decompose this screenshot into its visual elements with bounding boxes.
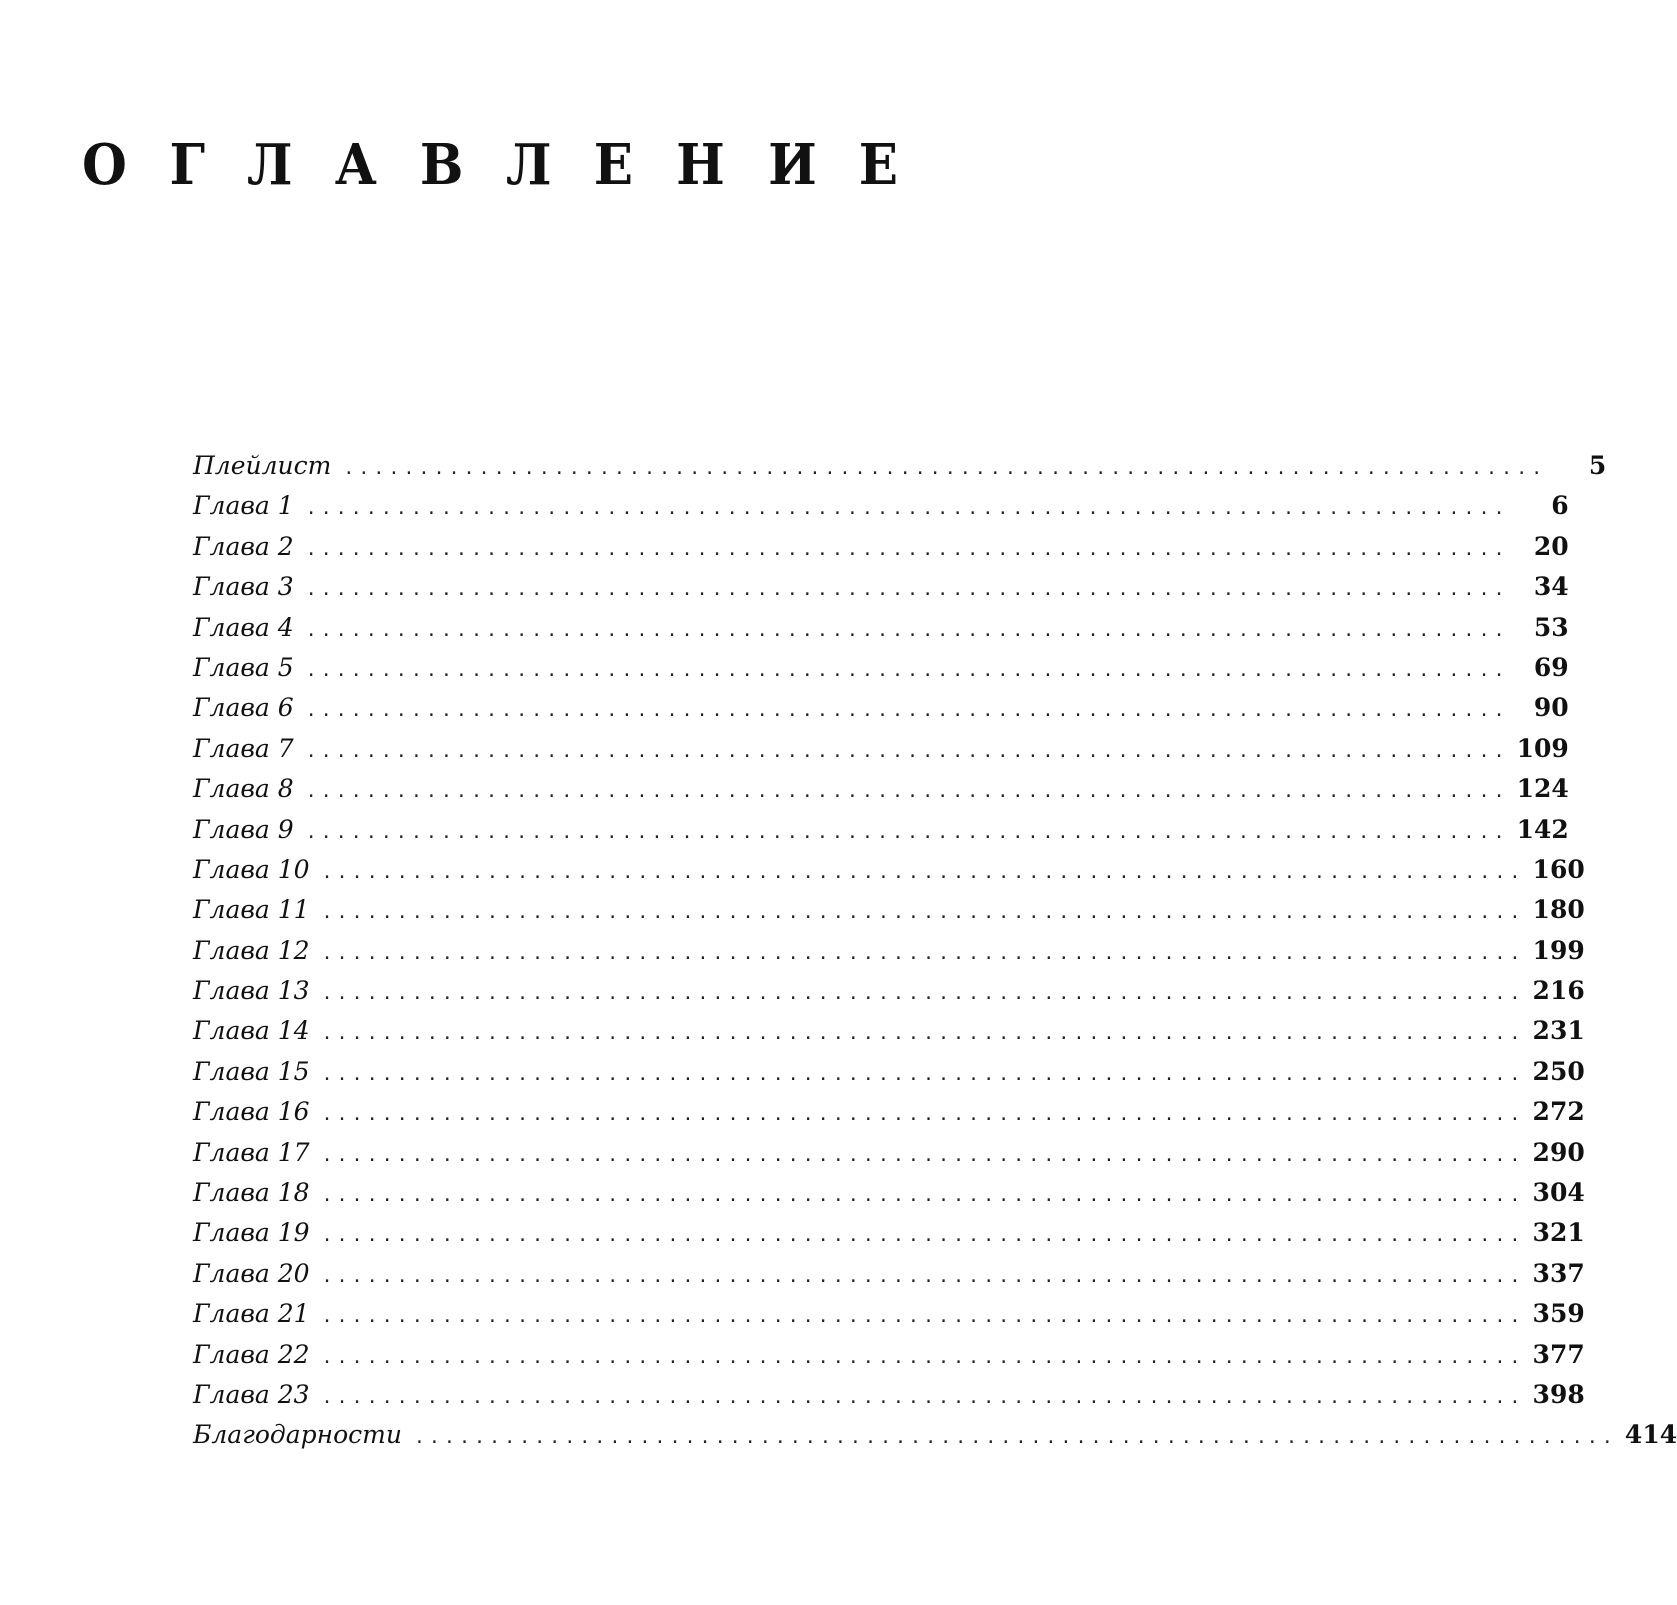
toc-entry[interactable]	[193, 688, 1569, 728]
toc-entry-label: Глава 14	[193, 1016, 310, 1046]
toc-entry-label: Глава 5	[193, 652, 294, 682]
toc-entry-page-number: 124	[1516, 774, 1569, 804]
toc-entry-page-number: 414	[1624, 1420, 1677, 1450]
toc-leader-dots: ................................................................................	[321, 1104, 1525, 1126]
page-title	[80, 125, 900, 205]
toc-leader-dots: ................................................................................	[321, 902, 1525, 924]
toc-entry-page-number: 290	[1532, 1137, 1585, 1167]
toc-entry[interactable]	[193, 1011, 1585, 1051]
toc-entry-label: Глава 20	[193, 1258, 310, 1288]
toc-entry-page-number: 398	[1532, 1379, 1585, 1409]
toc-entry[interactable]	[193, 810, 1569, 850]
toc-entry-page-number: 321	[1532, 1218, 1585, 1248]
toc-entry[interactable]	[193, 1415, 1677, 1455]
toc-entry-page-number: 337	[1532, 1258, 1585, 1288]
toc-entry-page-number: 90	[1533, 693, 1569, 723]
toc-entry-page-number: 69	[1533, 652, 1569, 682]
toc-entry[interactable]	[193, 1133, 1585, 1173]
toc-entry-label: Глава 15	[193, 1056, 310, 1086]
toc-entry-label: Глава 12	[193, 935, 310, 965]
toc-entry[interactable]	[193, 1092, 1585, 1132]
toc-entry[interactable]	[193, 486, 1569, 526]
toc-entry-page-number: 272	[1532, 1097, 1585, 1127]
toc-entry[interactable]	[193, 1254, 1585, 1294]
toc-entry-page-number: 142	[1516, 814, 1569, 844]
toc-entry-label: Глава 16	[193, 1097, 310, 1127]
toc-entry[interactable]	[193, 1375, 1585, 1415]
toc-entry-label: Глава 10	[193, 854, 310, 884]
toc-entry-page-number: 34	[1533, 572, 1569, 602]
page-title-letter: Г	[169, 132, 205, 198]
toc-leader-dots: ................................................................................	[321, 1063, 1525, 1085]
toc-leader-dots: ................................................................................	[321, 1265, 1525, 1287]
toc-leader-dots: ................................................................................	[321, 942, 1525, 964]
toc-leader-dots: ................................................................................	[321, 861, 1525, 883]
toc-leader-dots: ................................................................................	[305, 659, 1509, 681]
toc-entry-page-number: 231	[1532, 1016, 1585, 1046]
toc-entry-page-number: 6	[1551, 491, 1569, 521]
table-of-contents	[193, 446, 1677, 1456]
toc-leader-dots: ................................................................................	[305, 740, 1509, 762]
toc-entry[interactable]	[193, 1294, 1585, 1334]
toc-entry-label: Глава 21	[193, 1299, 310, 1329]
toc-entry-label: Благодарности	[193, 1420, 402, 1450]
toc-entry-page-number: 109	[1516, 733, 1569, 763]
toc-entry-label: Плейлист	[193, 451, 332, 480]
toc-entry[interactable]	[193, 850, 1585, 890]
toc-entry-label: Глава 17	[193, 1137, 310, 1167]
page-title-letter: Л	[505, 132, 552, 198]
toc-leader-dots: ................................................................................	[321, 983, 1525, 1005]
toc-entry-page-number: 5	[1588, 451, 1607, 480]
toc-entry-label: Глава 1	[193, 491, 294, 521]
toc-entry-label: Глава 3	[193, 572, 294, 602]
toc-leader-dots: ................................................................................	[321, 1144, 1525, 1166]
page-title-letter: В	[419, 132, 464, 198]
toc-entry-label: Глава 19	[193, 1218, 310, 1248]
toc-leader-dots: ................................................................................	[413, 1427, 1617, 1449]
toc-leader-dots: ................................................................................	[321, 1225, 1525, 1247]
toc-leader-dots: ................................................................................	[305, 781, 1509, 803]
toc-entry-label: Глава 13	[193, 976, 310, 1006]
toc-entry-label: Глава 18	[193, 1178, 310, 1208]
toc-entry[interactable]	[193, 971, 1585, 1011]
toc-entry-label: Глава 9	[193, 814, 294, 844]
toc-entry-label: Глава 8	[193, 774, 294, 804]
toc-entry-page-number: 199	[1532, 935, 1585, 965]
toc-entry-page-number: 160	[1532, 854, 1585, 884]
toc-entry-page-number: 304	[1532, 1178, 1585, 1208]
page-title-letter: Е	[859, 132, 899, 198]
toc-leader-dots: ................................................................................	[305, 619, 1509, 641]
toc-leader-dots: ................................................................................	[305, 579, 1509, 601]
toc-leader-dots: ................................................................................	[305, 538, 1509, 560]
toc-leader-dots: ................................................................................	[343, 458, 1547, 479]
toc-entry-label: Глава 6	[193, 693, 294, 723]
toc-entry[interactable]	[193, 769, 1569, 809]
page-title-letter: О	[81, 132, 127, 198]
toc-entry-label: Глава 23	[193, 1379, 310, 1409]
toc-entry[interactable]	[193, 527, 1569, 567]
toc-entry-label: Глава 7	[193, 733, 294, 763]
toc-entry[interactable]	[193, 1335, 1585, 1375]
toc-entry-page-number: 216	[1532, 976, 1585, 1006]
toc-entry-page-number: 20	[1533, 531, 1569, 561]
toc-entry[interactable]	[193, 729, 1569, 769]
toc-leader-dots: ................................................................................	[321, 1306, 1525, 1328]
page-title-letters	[80, 125, 900, 205]
toc-entry-label: Глава 11	[193, 895, 310, 925]
page-title-letter: Н	[675, 132, 725, 198]
page-title-letter: Л	[247, 132, 293, 198]
toc-leader-dots: ................................................................................	[305, 821, 1509, 843]
toc-leader-dots: ................................................................................	[305, 498, 1509, 520]
toc-entry-label: Глава 4	[193, 612, 294, 642]
toc-entry-page-number: 53	[1533, 612, 1569, 642]
toc-entry-label: Глава 22	[193, 1339, 310, 1369]
toc-leader-dots: ................................................................................	[321, 1346, 1525, 1368]
toc-entry-page-number: 359	[1532, 1299, 1585, 1329]
toc-entry[interactable]	[193, 567, 1569, 607]
toc-entry[interactable]	[193, 608, 1569, 648]
toc-entry-label: Глава 2	[193, 531, 294, 561]
toc-entry[interactable]	[193, 1173, 1585, 1213]
toc-leader-dots: ................................................................................	[305, 700, 1509, 722]
toc-leader-dots: ................................................................................	[321, 1023, 1525, 1045]
toc-entry[interactable]	[193, 931, 1585, 971]
toc-entry[interactable]	[193, 648, 1569, 688]
toc-entry[interactable]	[193, 1213, 1585, 1253]
page-title-letter: А	[335, 132, 378, 198]
toc-leader-dots: ................................................................................	[321, 1185, 1525, 1207]
toc-entry-page-number: 377	[1532, 1339, 1585, 1369]
toc-entry[interactable]	[193, 1052, 1585, 1092]
toc-entry-page-number: 250	[1532, 1056, 1585, 1086]
toc-leader-dots: ................................................................................	[321, 1386, 1525, 1408]
toc-entry-page-number: 180	[1532, 895, 1585, 925]
page-title-letter: Е	[594, 132, 634, 198]
toc-entry[interactable]	[193, 446, 1607, 486]
toc-entry[interactable]	[193, 890, 1585, 930]
page-title-letter: И	[767, 132, 817, 198]
